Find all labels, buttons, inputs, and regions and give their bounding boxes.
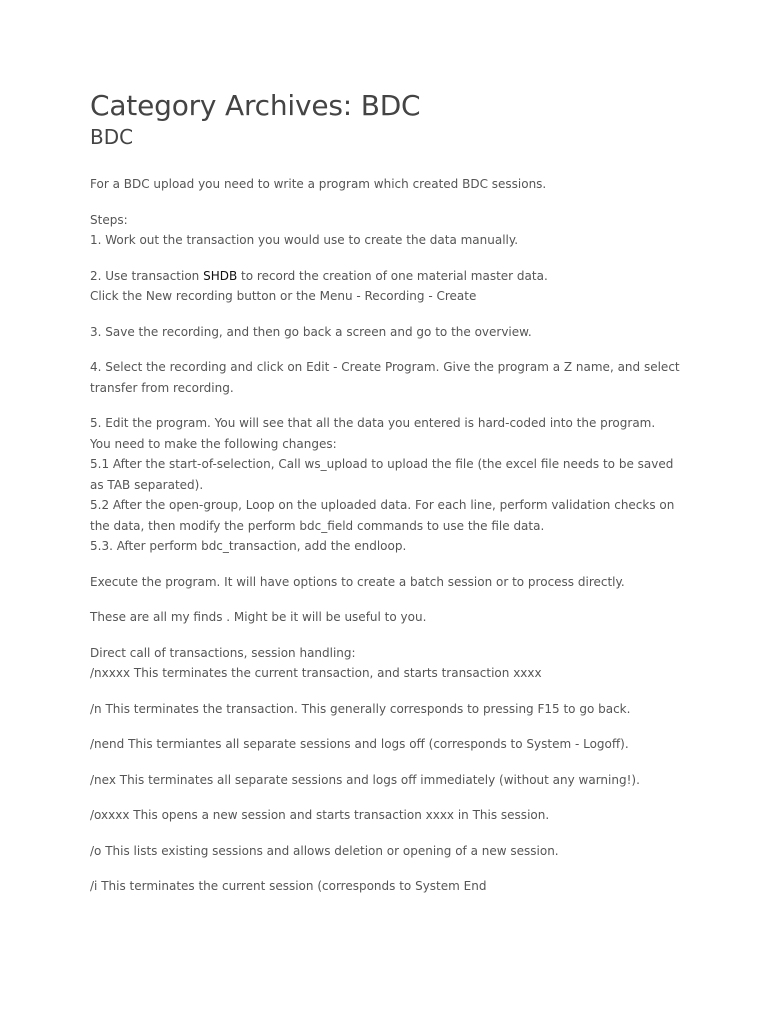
command-oxxxx-paragraph — [90, 805, 690, 826]
shdb-link[interactable]: SHDB — [203, 268, 238, 283]
finds-text: These are all my finds . Might be it will be useful to you. — [90, 610, 427, 624]
execute-text: Execute the program. It will have options to create a batch session or to process directly. — [90, 574, 625, 589]
step-5-2-line-1: 5.2 After the open-group, Loop on the uploaded data. For each line, perform validation checks on — [90, 498, 675, 512]
step-4-line-2: transfer from recording. — [90, 380, 234, 395]
step-2-prefix: 2. Use transaction — [90, 268, 204, 283]
step-2-line-2: Click the New recording button or the Menu - Recording - Create — [90, 289, 477, 303]
post-title: BDC — [90, 125, 134, 149]
step-2-suffix: to record the creation of one material master data. — [237, 268, 548, 283]
command-nex-paragraph — [90, 770, 690, 791]
command-n-paragraph — [90, 699, 690, 720]
command-nend-paragraph — [90, 734, 690, 755]
command-n: /n This terminates the transaction. This generally corresponds to pressing F15 to go back. — [90, 701, 631, 716]
command-i: /i This terminates the current session (corresponds to System End — [90, 879, 487, 893]
intro-paragraph — [90, 174, 690, 195]
step-5-2-line-2: the data, then modify the perform bdc_field commands to use the file data. — [90, 518, 545, 533]
command-nxxxx: /nxxxx This terminates the current transaction, and starts transaction xxxx — [90, 666, 542, 680]
step-5-line-2: You need to make the following changes: — [90, 436, 337, 451]
direct-call-paragraph — [90, 643, 690, 684]
steps-label: Steps: — [90, 212, 128, 227]
direct-call-heading: Direct call of transactions, session handling: — [90, 645, 356, 660]
step-3-paragraph — [90, 322, 690, 343]
step-5-line-1: 5. Edit the program. You will see that all the data you entered is hard-coded into the program. — [90, 416, 656, 430]
intro-text: For a BDC upload you need to write a program which created BDC sessions. — [90, 177, 547, 191]
command-i-paragraph — [90, 876, 690, 897]
step-5-paragraph — [90, 413, 690, 557]
command-oxxxx: /oxxxx This opens a new session and starts transaction xxxx in This session. — [90, 808, 550, 822]
execute-paragraph — [90, 572, 690, 593]
step-2-paragraph — [90, 266, 690, 307]
step-5-1-line-1: 5.1 After the start-of-selection, Call ws_upload to upload the file (the excel file needs to be saved — [90, 457, 674, 471]
command-nex: /nex This terminates all separate sessions and logs off immediately (without any warning!). — [90, 772, 640, 787]
step-3: 3. Save the recording, and then go back a screen and go to the overview. — [90, 324, 532, 339]
step-4-line-1: 4. Select the recording and click on Edit - Create Program. Give the program a Z name, and select — [90, 360, 680, 374]
step-2-line-1 — [90, 266, 690, 287]
command-o-paragraph — [90, 841, 690, 862]
command-o: /o This lists existing sessions and allows deletion or opening of a new session. — [90, 843, 559, 858]
page-title: Category Archives: BDC — [90, 89, 421, 122]
steps-paragraph — [90, 210, 690, 251]
article — [90, 88, 690, 912]
step-4-paragraph — [90, 357, 690, 398]
command-nend: /nend This termiantes all separate sessions and logs off (corresponds to System - Logoff). — [90, 737, 629, 751]
step-5-3: 5.3. After perform bdc_transaction, add the endloop. — [90, 539, 407, 553]
step-5-1-line-2: as TAB separated). — [90, 477, 204, 492]
step-1: 1. Work out the transaction you would use to create the data manually. — [90, 233, 519, 247]
finds-paragraph — [90, 607, 690, 628]
